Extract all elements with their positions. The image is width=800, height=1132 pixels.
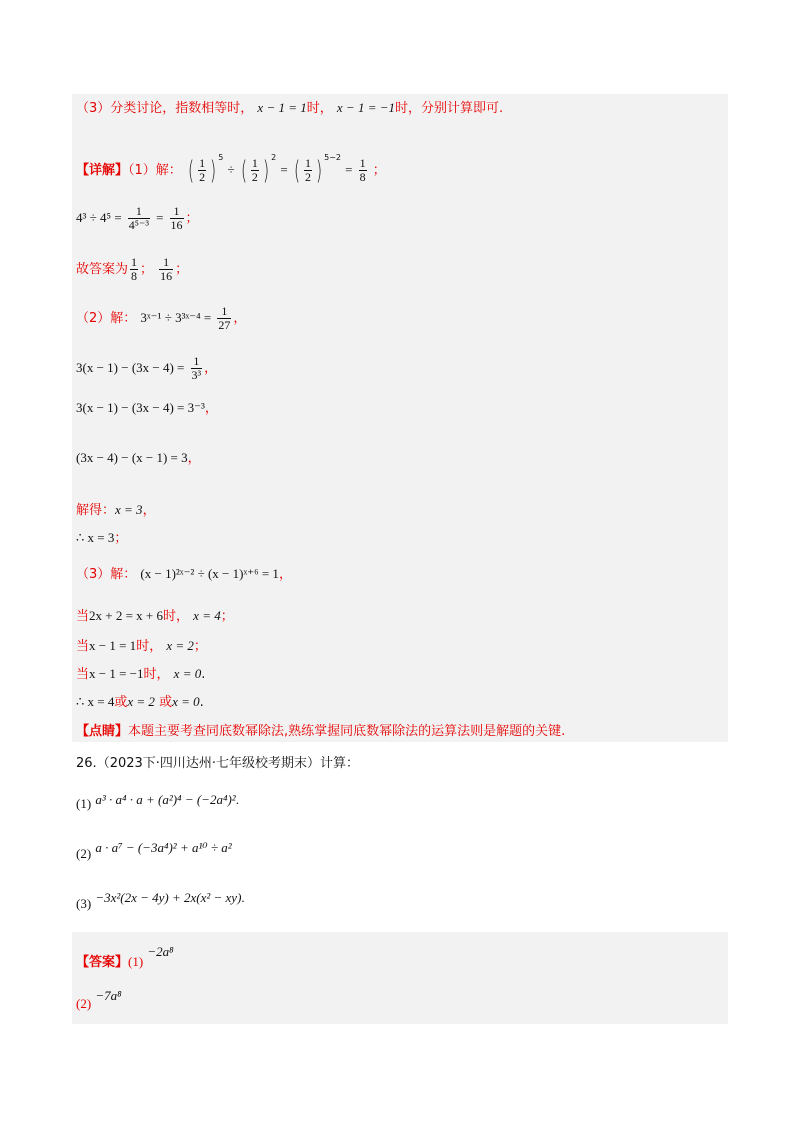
case3-line: 当x − 1 = −1时， x = 0.: [76, 666, 206, 682]
therefore-x3: ∴ x = 3；: [76, 530, 128, 546]
part3-line: （3）解： (x − 1)²ˣ⁻² ÷ (x − 1)ˣ⁺⁶ = 1，: [76, 566, 292, 582]
q26-item1: (1) a³ · a⁴ · a + (a²)⁴ − (−2a⁴)².: [76, 792, 239, 811]
hint-mid1: 时，: [306, 101, 333, 116]
comment-line: 【点睛】本题主要考查同底数幂除法,熟练掌握同底数幂除法的运算法则是解题的关键.: [76, 724, 566, 739]
hint-cond2: x − 1 = −1: [336, 100, 395, 115]
part2-line-a: 3(x − 1) − (3x − 4) = $\frac{1}{\text{3³}}$ ，: [76, 354, 218, 382]
final-line: ∴ x = 4或x = 2 或x = 0.: [76, 694, 204, 710]
hint-part3: [76, 100, 503, 117]
hint-cond1: x − 1 = 1: [257, 100, 307, 115]
part2-line-b: 3(x − 1) − (3x − 4) = 3⁻³，: [76, 400, 218, 416]
answer-line1: 【答案】(1) −2a⁸: [76, 944, 174, 970]
part1-label: （1）解：: [128, 163, 182, 178]
question-26-header: 26.（2023下·四川达州·七年级校考期末）计算：: [76, 756, 360, 771]
part1-line2: 4³ ÷ 4⁵ = $\frac{1}{\text{4⁵⁻³}}$ = $\frac{1}{16}$ ；: [76, 204, 199, 232]
answer-line2: (2) −7a⁸: [76, 988, 122, 1011]
part2-line: （2）解： 3ˣ⁻¹ ÷ 3³ˣ⁻⁴ = $\frac{1}{27}$ ，: [76, 304, 247, 332]
part1-equation: ( $\frac{1}{2}$ ) $^5$ ÷ ( $\frac{1}{2}$ ) $^2$ = ( $\frac{1}{2}$ ) $^{5-2}$ = $\frac{1}{8}$: [187, 153, 366, 186]
q26-item2: (2) a · a⁷ − (−3a⁴)² + a¹⁰ ÷ a²: [76, 840, 232, 861]
hint-label: （3）分类讨论，指数相等时，: [76, 101, 254, 116]
part2-line-c: (3x − 4) − (x − 1) = 3，: [76, 450, 201, 466]
case2-line: 当x − 1 = 1时， x = 2；: [76, 638, 207, 654]
detail-label: 【详解】: [76, 163, 129, 178]
hint-mid2: 时，分别计算即可.: [395, 101, 504, 116]
answer-is-line: 故答案为 $\frac{1}{8}$ ； $\frac{1}{16}$ ；: [76, 255, 189, 283]
q26-item3: (3) −3x²(2x − 4y) + 2x(x² − xy).: [76, 890, 245, 911]
case1-line: 当2x + 2 = x + 6时， x = 4；: [76, 608, 234, 624]
solve-line: 解得：x = 3，: [76, 502, 156, 518]
detail-part1: 【详解】（1）解： ( $\frac{1}{2}$ ) $^5$ ÷ ( $\frac{1}{2}$ ) $^2$ = ( $\frac{1}{2}$ ) $^{5-2}$ = $\frac{1}{8}$ ；: [76, 153, 386, 186]
